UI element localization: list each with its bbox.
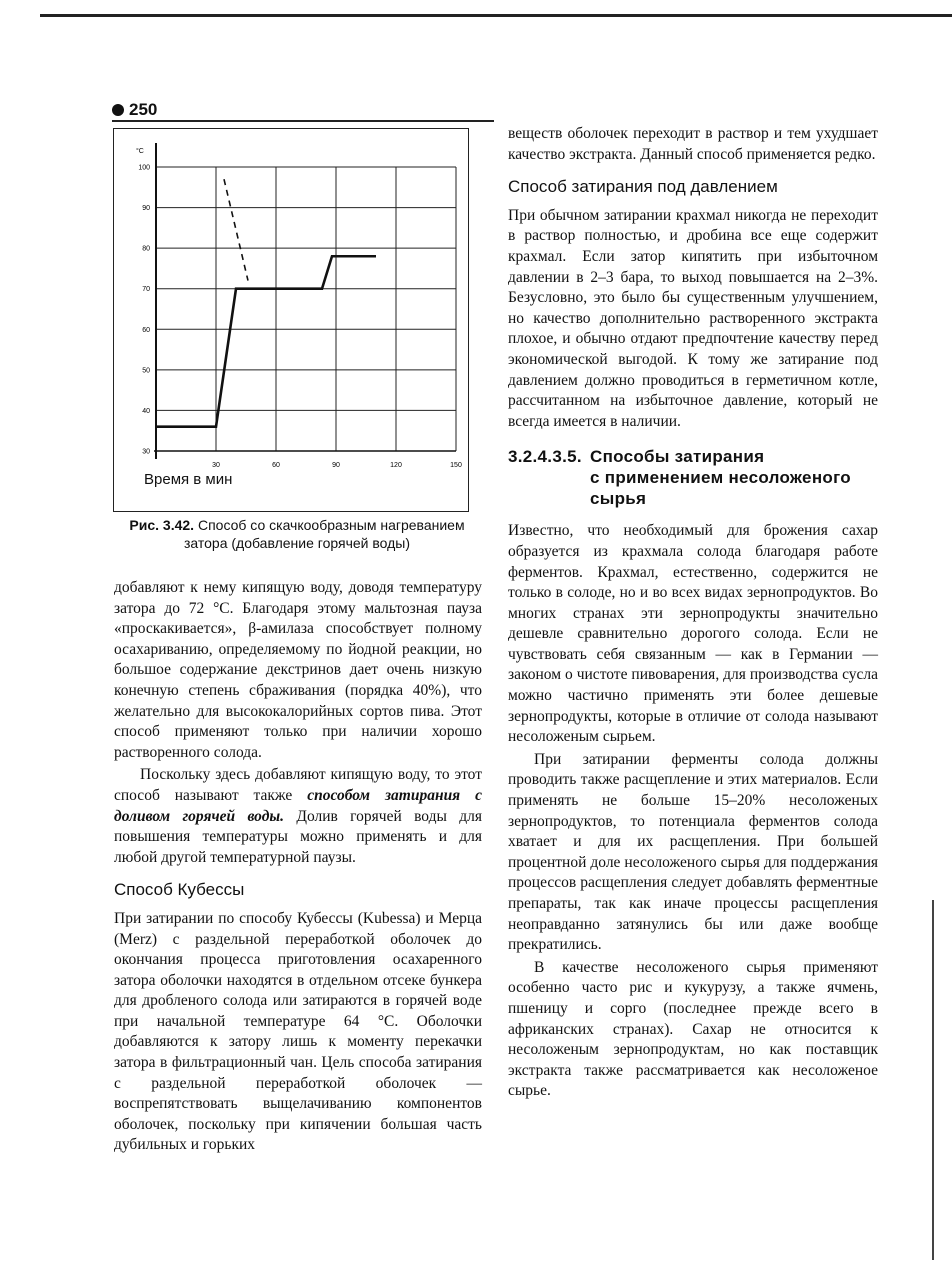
figure-caption <box>117 516 477 552</box>
page-number: 250 <box>129 100 158 119</box>
page-header <box>112 100 157 120</box>
y-tick-label: 100 <box>138 164 150 172</box>
y-tick-label: 60 <box>142 326 150 334</box>
x-tick-label: 120 <box>390 462 402 469</box>
left-column <box>114 578 482 1156</box>
top-rule <box>40 14 952 17</box>
bullet-icon <box>112 104 124 116</box>
paragraph: Поскольку здесь добавляют кипящую воду, то этот способ называют также способом затирания с доливом горячей воды. Долив горячей воды для повышения температуры можно применять и для любой другой температурной паузы. <box>114 766 482 866</box>
y-tick-label: 40 <box>142 407 150 415</box>
series-line-dashed <box>224 179 248 280</box>
paragraph: добавляют к нему кипящую воду, доводя температуру затора до 72 °С. Благодаря этому мальтозная пауза «проскакивается», β-амилаза способствует полному осахариванию, определяемому по йодной реакции, но большое содержание декстринов дает очень низкую конечную степень сбраживания (порядка 40%), что желательно для высококалорийных сортов пива. Этот способ применяют только при наличии хорошо растворенного солода. <box>114 579 482 761</box>
y-tick-label: 30 <box>142 448 150 456</box>
term-emphasis: способом затирания с доливом горячей воды. <box>114 786 482 825</box>
x-tick-label: 90 <box>332 462 340 469</box>
paragraph: При обычном затирании крахмал никогда не переходит в раствор полностью, и дробина все еще содержит крахмал. Если затор кипятить при избыточном давлении в 2–3 бара, то выход повышается на 2–3%. Безусловно, это было бы существенным улучшением, но качество дополнительно растворенного экстракта плохое, и обычно отдают предпочтение качеству перед экономической выгодой. К тому же затирание под давлением должно проводиться в герметичном котле, рассчитанном на избыточное давление, который не всегда имеется в наличии. <box>508 206 878 430</box>
x-axis-label: Время в мин <box>144 471 233 488</box>
margin-rule <box>932 900 934 1260</box>
subsection-heading: 3.2.4.3.5. Способы затирания с применением несоложеного сырья <box>508 447 851 509</box>
caption-label: Рис. 3.42. <box>129 517 195 533</box>
y-tick-label: 80 <box>142 245 150 253</box>
chart-svg <box>114 129 470 513</box>
figure-chart <box>113 128 469 512</box>
paragraph: Известно, что необходимый для брожения сахар образуется из крахмала солода благодаря работе ферментов. Крахмал, естественно, содержится не только в солоде, но и во всех видах зернопродуктов. Во многих странах эти зернопродукты значительно дешевле сравнительно дорогого солода. Если не чувствовать себя связанным — как в Германии — законом о чистоте пивоварения, для производства сусла можно частично применять эти более дешевые зернопродукты, которые в отличие от солода называют несоложеным сырьем. <box>508 522 878 746</box>
y-tick-label: 70 <box>142 286 150 294</box>
caption-text: Способ со скачкообразным нагреванием затора (добавление горячей воды) <box>183 517 465 551</box>
series-line-solid <box>156 256 376 426</box>
paragraph: При затирании ферменты солода должны проводить также расщепление и этих материалов. Если применять не больше 15–20% несоложеных зернопродуктов, то потенциала ферментов солода хватает и для их расщепления. При большей процентной доле несоложеного сырья для поддержания процессов расщепления следует добавлять ферментные препараты, так как иначе процессы расщепления неоправданно затянулись бы или даже вообще прекратились. <box>508 750 878 954</box>
x-tick-label: 150 <box>450 462 462 469</box>
y-tick-label: 50 <box>142 367 150 375</box>
paragraph: В качестве несоложеного сырья применяют особенно часто рис и кукурузу, а также ячмень, пшеницу и сорго (последнее прежде всего в африканских странах). Сахар не относится к несоложеным зернопродуктам, но как поставщик экстракта также рассматривается как несоложеное сырье. <box>508 958 878 1100</box>
section-heading: Способ Кубессы <box>114 880 245 900</box>
x-tick-label: 60 <box>272 462 280 469</box>
x-tick-label: 30 <box>212 462 220 469</box>
y-axis-unit: °С <box>136 148 144 155</box>
paragraph: веществ оболочек переходит в раствор и тем ухудшает качество экстракта. Данный способ применяется редко. <box>508 125 878 163</box>
y-tick-label: 90 <box>142 205 150 213</box>
paragraph: При затирании по способу Кубессы (Kubessa) и Мерца (Merz) с раздельной переработкой оболочек до окончания процесса приготовления осахаренного затора оболочки находятся в отдельном отсеке бункера для дробленого солода или затираются в горячей воде при начальной температуре 64 °С. Оболочки добавляются к затору лишь к моменту перекачки затора в фильтрационный чан. Цель способа затирания с раздельной переработкой оболочек — воспрепятствовать выщелачиванию компонентов оболочек, поскольку при кипячении большая часть дубильных и горьких <box>114 909 482 1154</box>
right-column <box>508 124 878 1102</box>
section-heading: Способ затирания под давлением <box>508 177 778 197</box>
header-rule <box>112 120 494 122</box>
